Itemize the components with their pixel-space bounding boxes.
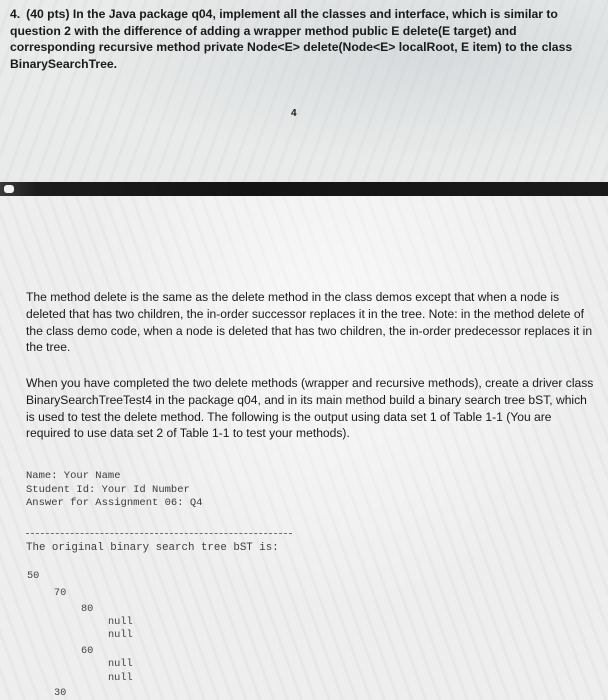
tree-line: 70	[54, 586, 67, 599]
output-line-name: Name: Your Name	[26, 470, 121, 482]
tree-title: The original binary search tree bST is:	[26, 542, 279, 554]
output-separator	[26, 533, 292, 534]
tree-line: 80	[81, 603, 94, 615]
paragraph-delete-method: The method delete is the same as the delete method in the class demos except that when a node is deleted that has two children, the in-order successor replaces it in the tree. Note: in the method delete of the class demo code, when a node is deleted that has two children, the in-order predecessor replaces it in the tree.	[26, 290, 593, 355]
tree-line: null	[108, 671, 133, 684]
question-text	[10, 6, 604, 72]
question-body: (40 pts) In the Java package q04, implement all the classes and interface, which is similar to question 2 with the difference of adding a wrapper method public E delete(E target) and corresponding recursive method private Node<E> delete(Node<E> localRoot, E item) to the class BinarySearchTree.	[10, 7, 573, 71]
output-header	[26, 470, 202, 511]
page-number: 4	[291, 108, 297, 119]
tree-line: null	[108, 629, 133, 642]
output-line-student-id: Student Id: Your Id Number	[26, 483, 190, 496]
tree-line: null	[108, 616, 133, 629]
output-line-answer: Answer for Assignment 06: Q4	[26, 497, 203, 510]
top-page	[0, 0, 608, 182]
bottom-page	[0, 196, 608, 700]
tree-line: 50	[27, 570, 40, 582]
paragraph-driver-class: When you have completed the two delete methods (wrapper and recursive methods), create a driver class BinarySearchTreeTest4 in the package q04, and in its main method build a binary search tree bST, which is used to test the delete method. The following is the output using data set 1 of Table 1-1 (You are required to use data set 2 of Table 1-1 to test your methods).	[26, 376, 594, 441]
question-number: 4.	[10, 7, 21, 21]
tree-line: 60	[81, 645, 94, 658]
tree-line: 30	[54, 687, 67, 700]
page-divider	[0, 182, 608, 196]
tree-line: null	[108, 658, 133, 671]
